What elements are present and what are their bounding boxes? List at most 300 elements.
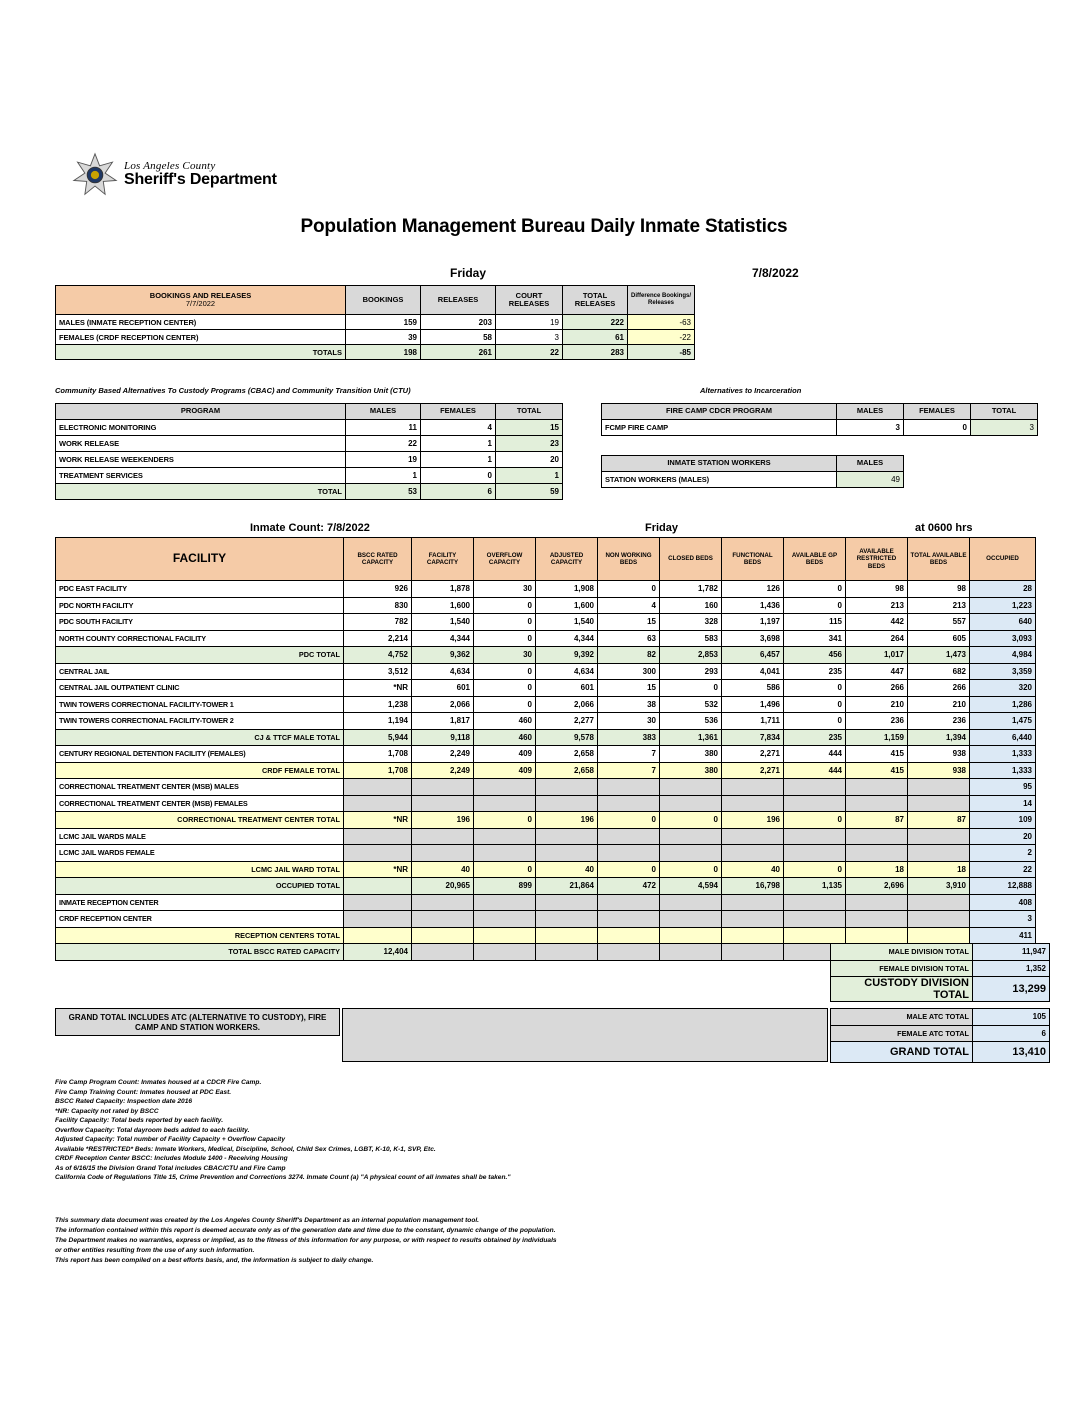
grand-total-table (830, 1008, 1050, 1063)
table-row (56, 894, 1036, 911)
table-row (56, 828, 1036, 845)
cell: 1,194 (344, 713, 412, 730)
cell: 39 (346, 330, 421, 345)
cell: 415 (846, 762, 908, 779)
cell: 3 (496, 330, 563, 345)
report-day: Friday (450, 266, 487, 280)
cell: 196 (536, 812, 598, 829)
cell (660, 927, 722, 944)
agency-name: Sheriff's Department (124, 171, 277, 189)
cell: 87 (846, 812, 908, 829)
cell (536, 944, 598, 961)
cell: 15 (598, 614, 660, 631)
cell: 1,238 (344, 696, 412, 713)
cell: 1,708 (344, 762, 412, 779)
cell (598, 927, 660, 944)
cell: 40 (536, 861, 598, 878)
custody-division-total-value: 13,299 (973, 977, 1050, 1002)
cell: 0 (660, 861, 722, 878)
col-facility: FACILITY (56, 538, 344, 581)
cell: 159 (346, 315, 421, 330)
table-row (56, 762, 1036, 779)
col-closed-beds: CLOSED BEDS (660, 538, 722, 581)
col-males: MALES (346, 404, 421, 420)
cell (908, 927, 970, 944)
cell: 28 (970, 581, 1036, 598)
cell: 4,634 (412, 663, 474, 680)
table-row (56, 420, 563, 436)
cell (598, 894, 660, 911)
col-difference: Difference Bookings/ Releases (628, 286, 695, 315)
cell: -22 (628, 330, 695, 345)
cell: 4,634 (536, 663, 598, 680)
footnote-line: Available *RESTRICTED* Beds: Inmate Workers, Medical, Discipline, School, Child Sex Crimes, LGBT, K-10, K-1, SVP, Etc. (55, 1145, 436, 1153)
footnotes (55, 1078, 510, 1183)
footnote-line: As of 6/16/15 the Division Grand Total includes CBAC/CTU and Fire Camp (55, 1164, 286, 1172)
table-row (56, 630, 1036, 647)
cell (474, 911, 536, 928)
cell (722, 927, 784, 944)
cell: 460 (474, 713, 536, 730)
cell: 0 (784, 713, 846, 730)
cell: 1,473 (908, 647, 970, 664)
cell: 266 (908, 680, 970, 697)
table-row (602, 472, 904, 488)
cell: 938 (908, 762, 970, 779)
facility-name: NORTH COUNTY CORRECTIONAL FACILITY (56, 630, 344, 647)
cell: 236 (908, 713, 970, 730)
cell: 6 (421, 484, 496, 500)
cell (536, 845, 598, 862)
cell (536, 779, 598, 796)
facility-header-row (56, 538, 1036, 581)
cell: 1,436 (722, 597, 784, 614)
male-division-total-label: MALE DIVISION TOTAL (831, 944, 973, 961)
cell: 0 (474, 614, 536, 631)
footnote-line: *NR: Capacity not rated by BSCC (55, 1107, 159, 1115)
cell: 0 (784, 680, 846, 697)
disclaimer-line: This summary data document was created by the Los Angeles County Sheriff's Department as an internal population management tool. (55, 1217, 480, 1224)
cell: 53 (346, 484, 421, 500)
cell (908, 911, 970, 928)
cell: -85 (628, 345, 695, 360)
cell: 7 (598, 746, 660, 763)
cell: 3,093 (970, 630, 1036, 647)
cell: 16,798 (722, 878, 784, 895)
inmate-count-label: Inmate Count: 7/8/2022 (250, 522, 370, 534)
cell: 0 (474, 630, 536, 647)
table-row (56, 614, 1036, 631)
cell: 341 (784, 630, 846, 647)
cell: 380 (660, 746, 722, 763)
cell: 9,578 (536, 729, 598, 746)
cell: 447 (846, 663, 908, 680)
cell: 2,214 (344, 630, 412, 647)
fire-camp-table (601, 403, 1038, 436)
cell: 222 (563, 315, 628, 330)
cell: 1,708 (344, 746, 412, 763)
col-males: MALES (837, 404, 904, 420)
cell: 109 (970, 812, 1036, 829)
cell: 2,696 (846, 878, 908, 895)
cell: 98 (846, 581, 908, 598)
footnote-line: Facility Capacity: Total beds reported by each facility. (55, 1117, 224, 1125)
cell: 1,908 (536, 581, 598, 598)
facility-name: CJ & TTCF MALE TOTAL (56, 729, 344, 746)
cell: 2 (970, 845, 1036, 862)
cell: 1,333 (970, 762, 1036, 779)
cell (412, 845, 474, 862)
cell: 203 (421, 315, 496, 330)
cell (660, 944, 722, 961)
disclaimer-line: The Department makes no warranties, express or implied, as to the fitness of this information for any purpose, or with respect to results obtained by individuals (55, 1236, 557, 1244)
cell: 532 (660, 696, 722, 713)
facility-name: CENTURY REGIONAL DETENTION FACILITY (FEMALES) (56, 746, 344, 763)
cell (474, 944, 536, 961)
col-court-releases: COURT RELEASES (496, 286, 563, 315)
cbac-caption: Community Based Alternatives To Custody Programs (CBAC) and Community Transition Unit (CTU) (55, 386, 411, 395)
cell: 126 (722, 581, 784, 598)
cell: 0 (474, 663, 536, 680)
cell: 0 (598, 861, 660, 878)
col-total-releases: TOTAL RELEASES (563, 286, 628, 315)
bookings-title: BOOKINGS AND RELEASES 7/7/2022 (56, 286, 346, 315)
facility-name: LCMC JAIL WARD TOTAL (56, 861, 344, 878)
cell: 22 (970, 861, 1036, 878)
cell: 0 (784, 812, 846, 829)
table-row (831, 960, 1050, 977)
table-row (56, 878, 1036, 895)
cell (660, 894, 722, 911)
cell: 2,658 (536, 762, 598, 779)
cell: 0 (474, 861, 536, 878)
cell: 1,782 (660, 581, 722, 598)
female-atc-total-label: FEMALE ATC TOTAL (831, 1025, 973, 1042)
cell: 23 (496, 436, 563, 452)
grand-total-label: GRAND TOTAL (831, 1042, 973, 1063)
cell (846, 911, 908, 928)
table-row (56, 779, 1036, 796)
cell (660, 795, 722, 812)
cell: 22 (496, 345, 563, 360)
table-row-totals (56, 484, 563, 500)
cell: 0 (784, 581, 846, 598)
cell: 20,965 (412, 878, 474, 895)
facility-name: PDC NORTH FACILITY (56, 597, 344, 614)
table-row (56, 861, 1036, 878)
table-row (56, 581, 1036, 598)
col-available-gp-beds: AVAILABLE GP BEDS (784, 538, 846, 581)
facility-name: TWIN TOWERS CORRECTIONAL FACILITY-TOWER 2 (56, 713, 344, 730)
agency-county: Los Angeles County (124, 159, 216, 172)
facility-name: LCMC JAIL WARDS MALE (56, 828, 344, 845)
cell: 7,834 (722, 729, 784, 746)
cell: 6,457 (722, 647, 784, 664)
cell (536, 894, 598, 911)
cell: 0 (474, 812, 536, 829)
facility-name: PDC TOTAL (56, 647, 344, 664)
cell: 1,361 (660, 729, 722, 746)
cell: 1 (346, 468, 421, 484)
cell (344, 845, 412, 862)
cell: 1,159 (846, 729, 908, 746)
facility-name: CENTRAL JAIL (56, 663, 344, 680)
facility-name: CORRECTIONAL TREATMENT CENTER (MSB) MALES (56, 779, 344, 796)
cell (598, 845, 660, 862)
cell: 383 (598, 729, 660, 746)
cell: 3 (970, 911, 1036, 928)
sheriff-star-icon (72, 152, 118, 198)
table-row (56, 696, 1036, 713)
cell (846, 779, 908, 796)
col-bscc-rated-capacity: BSCC RATED CAPACITY (344, 538, 412, 581)
col-facility-capacity: FACILITY CAPACITY (412, 538, 474, 581)
cell: 1,878 (412, 581, 474, 598)
cell: 2,066 (536, 696, 598, 713)
male-atc-total-label: MALE ATC TOTAL (831, 1009, 973, 1026)
row-label: STATION WORKERS (MALES) (602, 472, 837, 488)
cell: 38 (598, 696, 660, 713)
cell: 15 (598, 680, 660, 697)
cell: 283 (563, 345, 628, 360)
col-females: FEMALES (904, 404, 971, 420)
cell (722, 779, 784, 796)
cell: 601 (536, 680, 598, 697)
cell: 1 (421, 436, 496, 452)
cell: 0 (474, 680, 536, 697)
cell: 1 (421, 452, 496, 468)
table-row (56, 795, 1036, 812)
cell: 15 (496, 420, 563, 436)
cell (846, 845, 908, 862)
cell (722, 845, 784, 862)
cell (344, 779, 412, 796)
cell (784, 828, 846, 845)
cell: 210 (846, 696, 908, 713)
table-row (56, 647, 1036, 664)
cell: 160 (660, 597, 722, 614)
cell: 682 (908, 663, 970, 680)
cell: 98 (908, 581, 970, 598)
cell: 9,118 (412, 729, 474, 746)
cell (536, 911, 598, 928)
cell: 938 (908, 746, 970, 763)
cell: 18 (908, 861, 970, 878)
cell: 3 (971, 420, 1038, 436)
col-available-restricted-beds: AVAILABLE RESTRICTED BEDS (846, 538, 908, 581)
cell: 7 (598, 762, 660, 779)
table-row (602, 420, 1038, 436)
facility-name: CRDF FEMALE TOTAL (56, 762, 344, 779)
facility-table (55, 537, 1036, 961)
cell: 2,249 (412, 746, 474, 763)
cell: 18 (846, 861, 908, 878)
cell (412, 828, 474, 845)
cell (784, 911, 846, 928)
facility-name: RECEPTION CENTERS TOTAL (56, 927, 344, 944)
facility-name: CENTRAL JAIL OUTPATIENT CLINIC (56, 680, 344, 697)
cell (412, 894, 474, 911)
cell: 40 (412, 861, 474, 878)
col-total: TOTAL (496, 404, 563, 420)
cell: 1,017 (846, 647, 908, 664)
row-label-females: FEMALES (CRDF RECEPTION CENTER) (56, 330, 346, 345)
custody-division-total-label: CUSTODY DIVISION TOTAL (831, 977, 973, 1002)
station-workers-title: INMATE STATION WORKERS (602, 456, 837, 472)
cell: 9,392 (536, 647, 598, 664)
table-row (56, 927, 1036, 944)
table-row (56, 911, 1036, 928)
cell (784, 894, 846, 911)
cell: 4 (421, 420, 496, 436)
male-division-total-value: 11,947 (973, 944, 1050, 961)
cell: 2,271 (722, 746, 784, 763)
cell: 536 (660, 713, 722, 730)
cell: 380 (660, 762, 722, 779)
cell: 4,752 (344, 647, 412, 664)
col-releases: RELEASES (421, 286, 496, 315)
table-row-totals (56, 345, 695, 360)
cell: 6,440 (970, 729, 1036, 746)
cell: 1,496 (722, 696, 784, 713)
cell: 213 (908, 597, 970, 614)
cell: 3,698 (722, 630, 784, 647)
cell (412, 779, 474, 796)
cell: 236 (846, 713, 908, 730)
cell (474, 845, 536, 862)
cell: 20 (496, 452, 563, 468)
female-division-total-value: 1,352 (973, 960, 1050, 977)
cell: 0 (660, 812, 722, 829)
cell (344, 927, 412, 944)
cell (474, 795, 536, 812)
col-adjusted-capacity: ADJUSTED CAPACITY (536, 538, 598, 581)
cell: 95 (970, 779, 1036, 796)
cell: 2,658 (536, 746, 598, 763)
table-row (831, 1025, 1050, 1042)
facility-name: CORRECTIONAL TREATMENT CENTER (MSB) FEMALES (56, 795, 344, 812)
cell: 4,984 (970, 647, 1036, 664)
cell: 456 (784, 647, 846, 664)
cell: 0 (421, 468, 496, 484)
cell: 4,594 (660, 878, 722, 895)
cell: 583 (660, 630, 722, 647)
cell: 4 (598, 597, 660, 614)
disclaimer-line: The information contained within this report is deemed accurate only as of the generation date and time due to the constant, dynamic change of the population. (55, 1226, 556, 1234)
cell (474, 828, 536, 845)
cell: 472 (598, 878, 660, 895)
cell: 30 (598, 713, 660, 730)
table-row (56, 812, 1036, 829)
cell (412, 911, 474, 928)
cell: 3,910 (908, 878, 970, 895)
male-atc-total-value: 105 (973, 1009, 1050, 1026)
station-workers-table (601, 455, 904, 488)
cell: 1,333 (970, 746, 1036, 763)
cell: 0 (784, 861, 846, 878)
cell: 30 (474, 647, 536, 664)
disclaimer (55, 1216, 557, 1265)
ati-caption: Alternatives to Incarceration (700, 386, 802, 395)
table-row (56, 452, 563, 468)
cell (598, 795, 660, 812)
cell: 2,853 (660, 647, 722, 664)
row-label: WORK RELEASE (56, 436, 346, 452)
cell: 9,362 (412, 647, 474, 664)
facility-name: LCMC JAIL WARDS FEMALE (56, 845, 344, 862)
table-row (56, 680, 1036, 697)
facility-name: CORRECTIONAL TREATMENT CENTER TOTAL (56, 812, 344, 829)
col-males: MALES (837, 456, 904, 472)
cell: 266 (846, 680, 908, 697)
table-row (56, 845, 1036, 862)
female-division-total-label: FEMALE DIVISION TOTAL (831, 960, 973, 977)
col-total: TOTAL (971, 404, 1038, 420)
row-label-males: MALES (INMATE RECEPTION CENTER) (56, 315, 346, 330)
disclaimer-line: or other entities resulting from the use of any such information. (55, 1246, 255, 1254)
cell: 21,864 (536, 878, 598, 895)
cell: *NR (344, 812, 412, 829)
cell: 601 (412, 680, 474, 697)
inmate-count-time: at 0600 hrs (915, 522, 973, 534)
cell: 30 (474, 581, 536, 598)
division-totals-table (830, 943, 1050, 1002)
disclaimer-line: This report has been compiled on a best efforts basis, and, the information is subject to daily change. (55, 1256, 374, 1264)
table-row (56, 746, 1036, 763)
cell: 1,135 (784, 878, 846, 895)
cell (722, 828, 784, 845)
cell: 4,344 (412, 630, 474, 647)
cell (722, 911, 784, 928)
cell (722, 894, 784, 911)
table-row (831, 944, 1050, 961)
cell (846, 828, 908, 845)
cell: 444 (784, 762, 846, 779)
totals-label: TOTAL (56, 484, 346, 500)
cell: 0 (904, 420, 971, 436)
cell (598, 779, 660, 796)
cell: 0 (598, 581, 660, 598)
facility-name: PDC EAST FACILITY (56, 581, 344, 598)
cell: 58 (421, 330, 496, 345)
cell (412, 927, 474, 944)
cell (344, 894, 412, 911)
cell: 11 (346, 420, 421, 436)
cell (722, 944, 784, 961)
facility-name: TOTAL BSCC RATED CAPACITY (56, 944, 344, 961)
cell: 1,394 (908, 729, 970, 746)
cell: 63 (598, 630, 660, 647)
cell: 320 (970, 680, 1036, 697)
cell (474, 894, 536, 911)
cell: 87 (908, 812, 970, 829)
cell: *NR (344, 680, 412, 697)
cell (722, 795, 784, 812)
cell (660, 845, 722, 862)
cell: 640 (970, 614, 1036, 631)
cell: 1 (496, 468, 563, 484)
col-non-working-beds: NON WORKING BEDS (598, 538, 660, 581)
cell: 235 (784, 663, 846, 680)
cell (474, 779, 536, 796)
cell: 2,066 (412, 696, 474, 713)
cell (344, 878, 412, 895)
cell: 49 (837, 472, 904, 488)
report-date: 7/8/2022 (752, 266, 799, 280)
cell: 782 (344, 614, 412, 631)
footnote-line: Fire Camp Program Count: Inmates housed at a CDCR Fire Camp. (55, 1079, 262, 1086)
facility-name: OCCUPIED TOTAL (56, 878, 344, 895)
